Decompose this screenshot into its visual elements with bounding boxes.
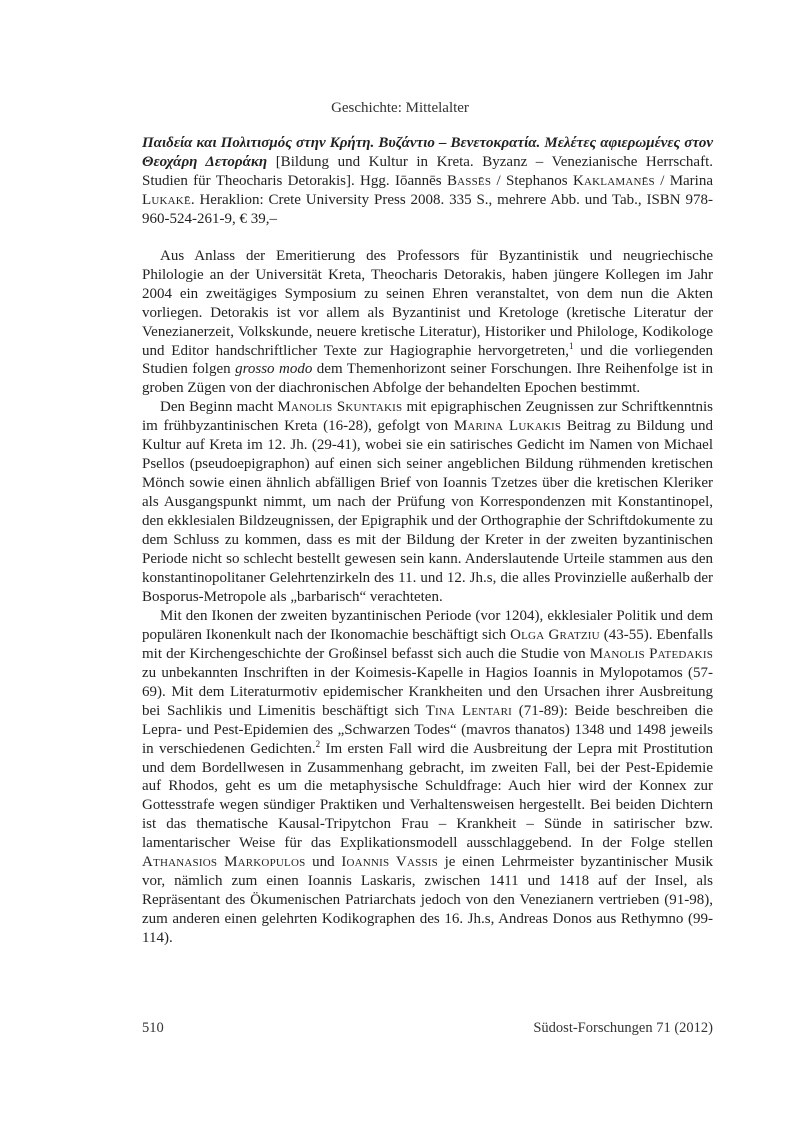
author-name: Tina Lentari: [425, 702, 513, 719]
reference-details-2: . Heraklion: Crete University Press 2008. 335 S., mehrere Abb. und Tab., ISBN 978-960-524-261-9, € 39,–: [142, 191, 713, 227]
text-run: Den Beginn macht: [160, 399, 278, 416]
bibliographic-reference: [142, 134, 713, 229]
text-run: Beitrag zu Bildung und Kultur auf Kreta im 12. Jh. (29-41), wobei sie ein satirisches Gedicht im Namen von Michael Psellos (pseudoepigraphon) auf einen sich seiner angeblichen Bildung rühmenden kretischen Mönch sowie einen ähnlich abfälligen Brief von Ioannis Tzetzes über die kretischen Kleriker als Ausgangspunkt nimmt, um nach der Prüfung von Korrespondenzen mit Konstantinopel, den ekklesialen Bildzeugnissen, der Epigraphik und der Orthographie der Schriftdokumente zu dem Schluss zu kommen, dass es mit der Bildung der Kreter in der zweiten byzantinischen Periode nicht so schlecht bestellt gewesen sein kann. Anderslautende Urteile stammen aus den konstantinopolitaner Gelehrtenzirkeln des 11. und 12. Jh.s, die alles Provinzielle außerhalb der Bosporus-Metropole als „barbarisch“ verachteten.: [142, 418, 713, 605]
footnote-ref[interactable]: 2: [315, 738, 321, 749]
text-run: Mit den Ikonen der zweiten byzantinischen Periode (vor 1204), ekklesialer Politik und dem populären Ikonenkult nach der Ikonomachie beschäftigt sich: [142, 607, 713, 643]
text-run: zu unbekannten Inschriften in der Koimesis-Kapelle in Hagios Ioannis in Mylopotamos (57-69). Mit dem Literaturmotiv epidemischer Krankheiten und den Ursachen ihrer Ausbreitung bei Sachlikis und Limenitis beschäftigt sich: [142, 664, 713, 719]
footnote-ref[interactable]: 1: [568, 340, 574, 351]
author-name: Manolis Patedakis: [589, 645, 714, 662]
text-run: und die vorliegenden Studien folgen: [142, 342, 713, 378]
text-run: je einen Lehrmeister byzantinischer Musik vor, nämlich zum einen Ioannis Laskaris, zwischen 1411 und 1418 auf der Insel, als Repräsentant des Ökumenischen Patriarchats jedoch von den Venezianern vertrieben (91-98), zum anderen einen gelehrten Kodikographen des 16. Jh.s, Andreas Donos aus Rethymno (99-114).: [142, 854, 713, 947]
editor-name: Bassēs: [446, 172, 492, 189]
reference-details-1: [Bildung und Kultur in Kreta. Byzanz – Venezianische Herrschaft. Studien für Theocharis Detorakis]. Hgg. Iōannēs: [142, 153, 713, 189]
text-run: mit epigraphischen Zeugnissen zur Schriftkenntnis im frühbyzantinischen Kreta (16-28), gefolgt von: [142, 399, 713, 435]
editor-name: Kaklamanēs: [572, 172, 655, 189]
author-name: Ioannis Vassis: [341, 854, 438, 871]
greek-title: Παιδεία και Πολιτισμός στην Κρήτη. Βυζάντιο – Βενετοκρατία. Μελέτες αφιερωμένες στον Θεοχάρη Δετοράκη: [142, 135, 713, 170]
review-body: [142, 134, 713, 948]
author-name: Olga Gratziu: [510, 626, 600, 643]
text-run: Aus Anlass der Emeritierung des Professors für Byzantinistik und neugriechische Philologie an der Universität Kreta, Theocharis Detorakis, haben jüngere Kollegen im Jahr 2004 ein zweitägiges Symposium zu seinen Ehren veranstaltet, von dem nun die Akten vorliegen. Detorakis ist vor allem als Byzantinist und Kretologe (kretische Literatur der Venezianerzeit, Volkskunde, neuere kretische Literatur), Historiker und Philologe, Kodikologe und Editor handschriftlicher Texte zur Hagiographie hervorgetreten,: [142, 247, 713, 359]
paragraph-1: [142, 247, 713, 399]
author-name: Manolis Skuntakis: [277, 399, 403, 416]
author-name: Marina Lukakis: [453, 418, 562, 435]
paragraph-2: [142, 398, 713, 606]
review-text: [142, 247, 713, 948]
page-number: 510: [142, 1020, 164, 1036]
page-footer: [142, 1020, 713, 1037]
reference-separator: / Marina: [654, 172, 714, 189]
reference-separator: / Stephanos: [491, 172, 573, 189]
paragraph-3: [142, 607, 713, 948]
text-run: (43-55). Ebenfalls mit der Kirchengeschichte der Großinsel befasst sich auch die Studie von: [142, 626, 713, 662]
text-run: dem Themenhorizont seiner Forschungen. Ihre Reihenfolge ist in groben Zügen von der diachronischen Abfolge der behandelten Epochen bestimmt.: [142, 361, 714, 397]
author-name: Athanasios Markopulos: [142, 854, 306, 871]
text-run: (71-89): Beide beschreiben die Lepra- und Pest-Epidemien des „Schwarzen Todes“ (mavros thanatos) 1348 und 1498 jeweils in verschiedenen Gedichten.: [142, 702, 713, 757]
journal-citation: Südost-Forschungen 71 (2012): [533, 1020, 713, 1036]
running-header: Geschichte: Mittelalter: [331, 100, 469, 116]
italic-phrase: grosso modo: [235, 361, 313, 378]
text-run: und: [305, 854, 342, 871]
editor-name: Lukakē: [142, 191, 191, 208]
text-run: Im ersten Fall wird die Ausbreitung der Lepra mit Prostitution und dem Bordellwesen in Zusammenhang gebracht, im zweiten Fall, bei der Pest-Epidemie auf Rhodos, geht es um die metaphysische Schuldfrage: Auch hier wird der Konnex zur Gottesstrafe wegen sündiger Praktiken und Verhaltensweisen hergestellt. Bei beiden Dichtern ist das thematische Kausal-Tripytchon Frau – Krankheit – Sünde in satirischer bzw. lamentarischer Weise für das Explikationsmodell ausschlaggebend. In der Folge stellen: [142, 740, 713, 852]
